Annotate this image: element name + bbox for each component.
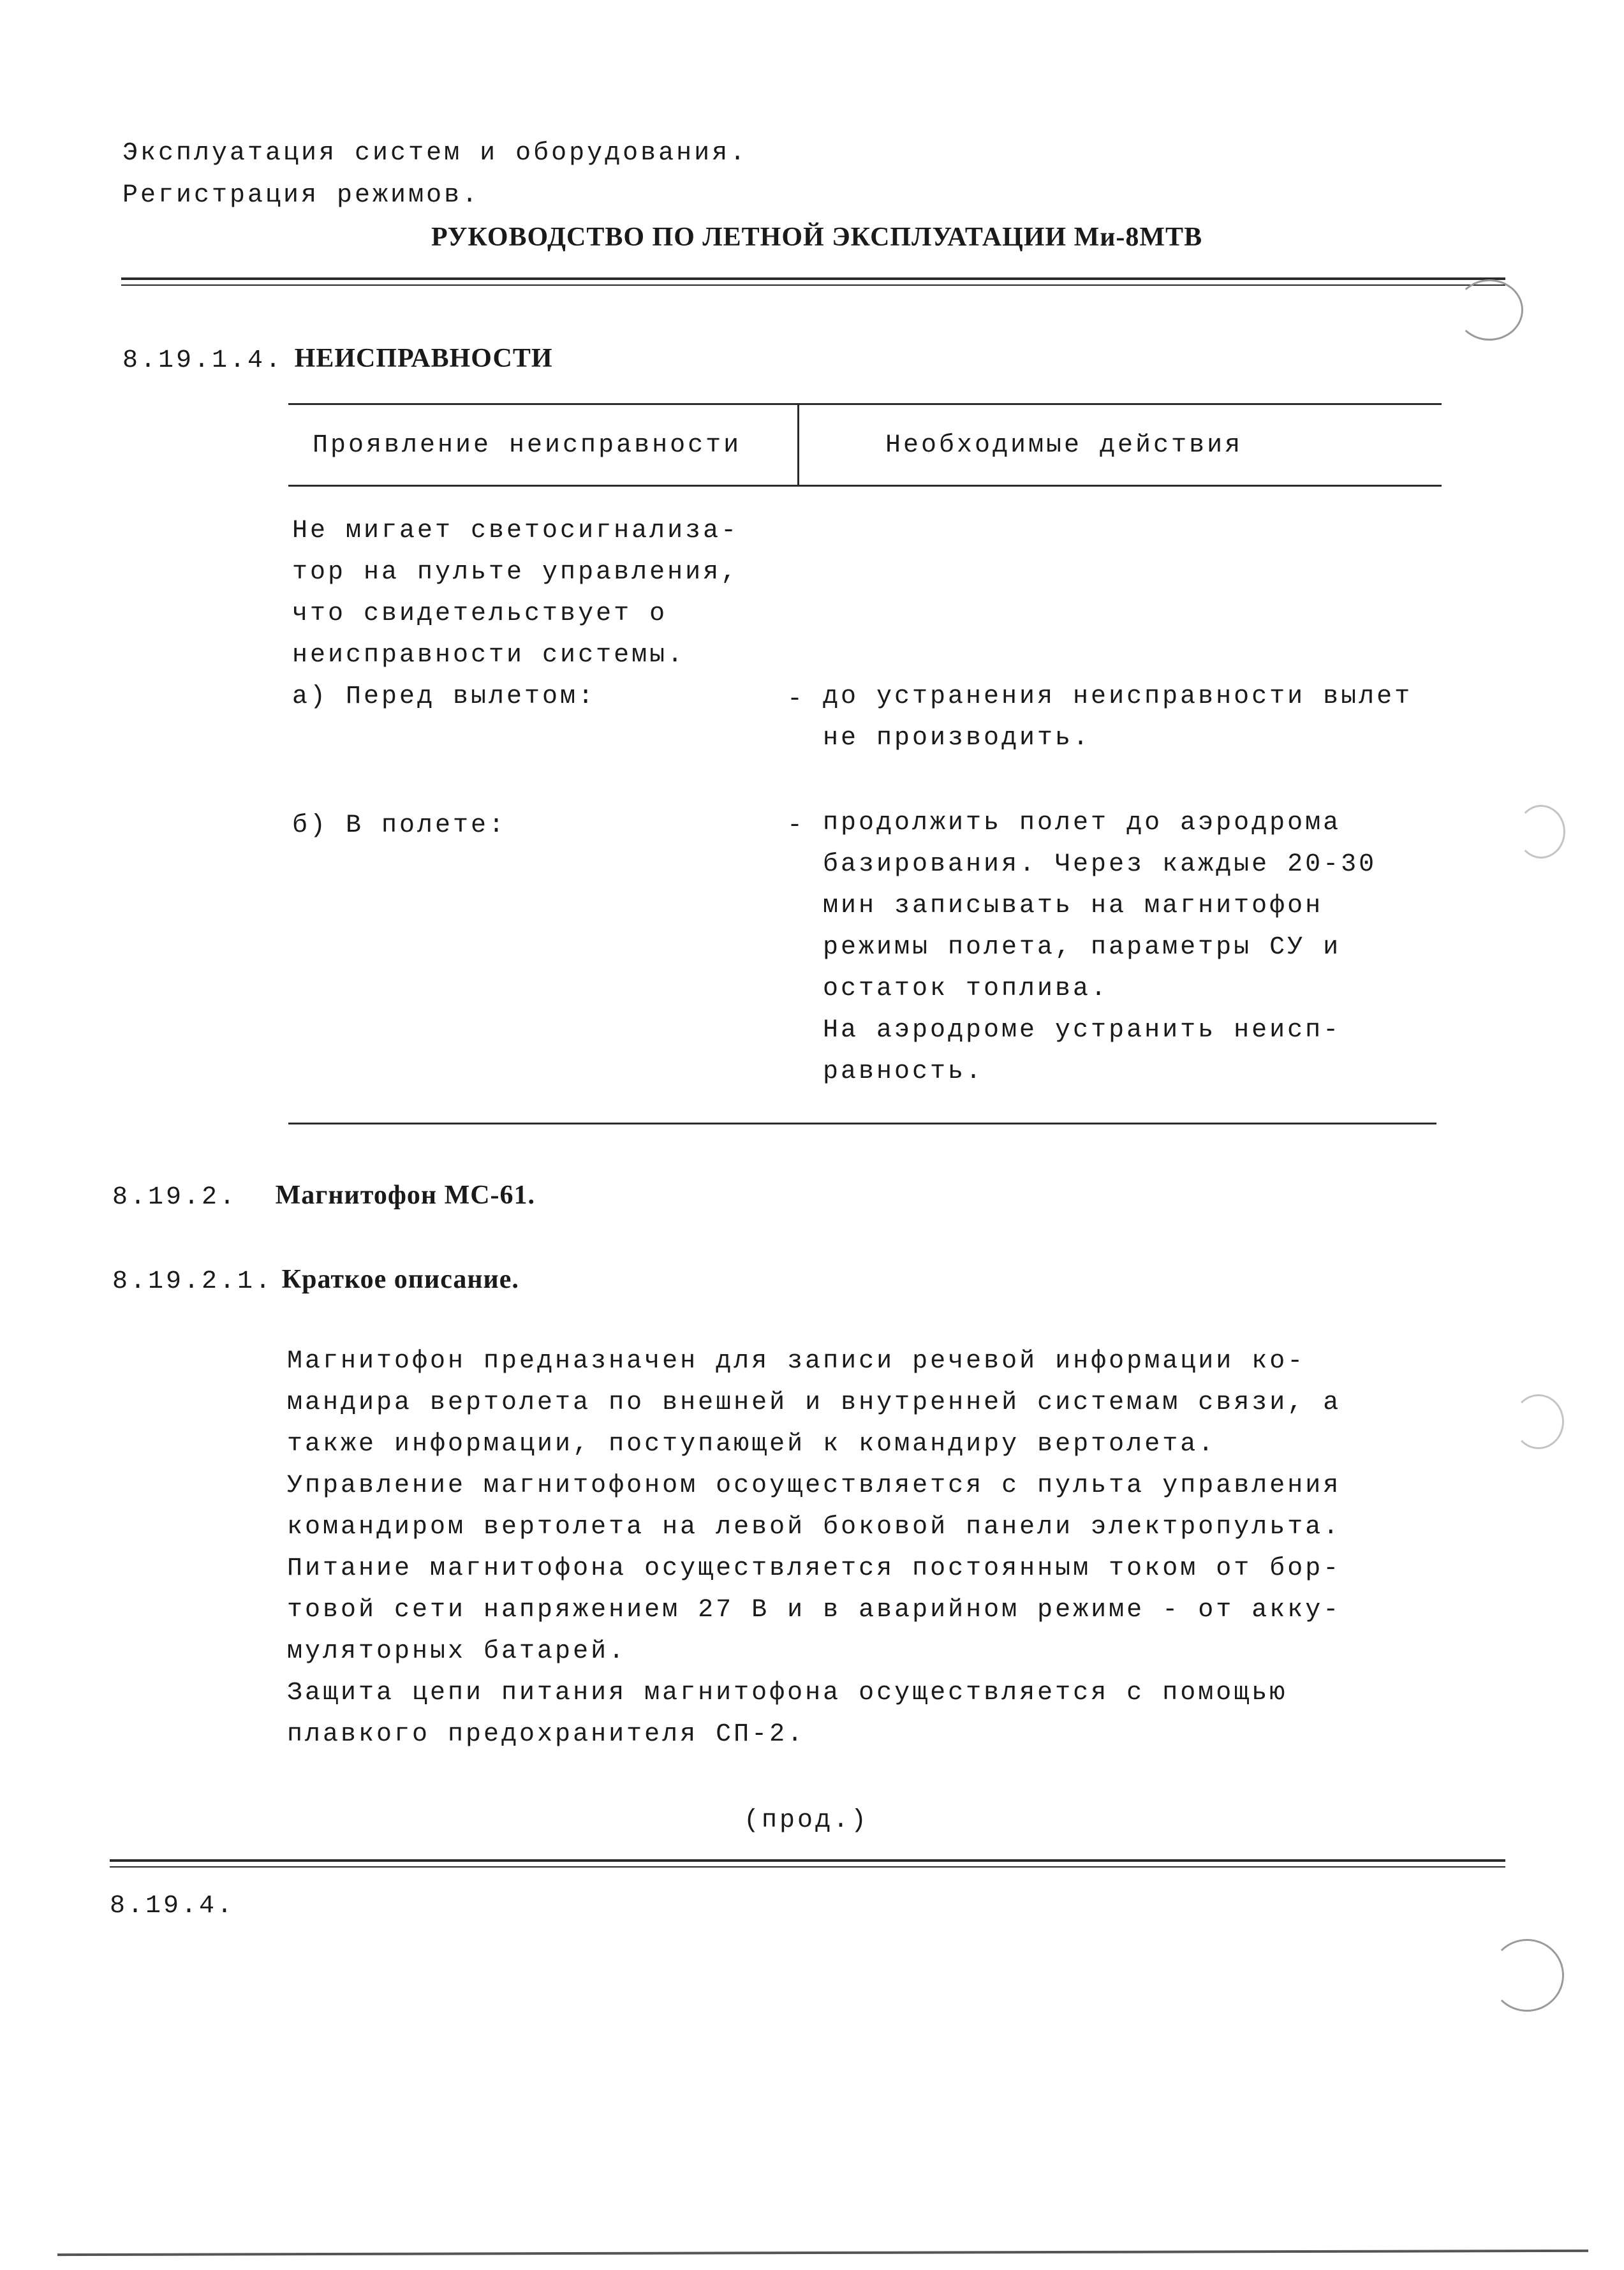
table-col1-header: Проявление неисправности — [313, 431, 742, 460]
action-line: продолжить полет до аэродрома — [823, 809, 1341, 837]
brief-title: Краткое описание. — [281, 1265, 519, 1294]
paragraph-line: Управление магнитофоном осоуществляется с пульта управления — [287, 1471, 1341, 1500]
action-line: базирования. Через каждые 20-30 — [823, 850, 1377, 879]
case-a-label: а) Перед вылетом: — [292, 682, 596, 711]
recorder-number: 8.19.2. — [112, 1183, 238, 1212]
paragraph-line: командиром вертолета на левой боковой панели электропульта. — [287, 1513, 1341, 1542]
action-line: На аэродроме устранить неисп- — [823, 1016, 1341, 1045]
paragraph-line: Питание магнитофона осуществляется постоянным током от бор- — [287, 1554, 1341, 1583]
case-b-dash: - — [787, 811, 806, 840]
page-number: 8.19.4. — [110, 1892, 235, 1920]
action-line: до устранения неисправности вылет — [823, 682, 1413, 711]
table-header-rule — [288, 485, 1442, 487]
faults-heading — [122, 343, 553, 375]
punch-hole — [1490, 1939, 1564, 2012]
punch-hole — [1513, 1394, 1564, 1449]
header-rule-top — [121, 277, 1505, 280]
header-rule-bottom — [121, 284, 1505, 286]
table-col2-header: Необходимые действия — [885, 431, 1243, 460]
paragraph-line: также информации, поступающей к командиру вертолета. — [287, 1430, 1216, 1459]
paragraph-line: плавкого предохранителя СП-2. — [287, 1720, 806, 1749]
recorder-title: Магнитофон МС-61. — [275, 1181, 536, 1210]
manual-title: РУКОВОДСТВО ПО ЛЕТНОЙ ЭКСПЛУАТАЦИИ Ми-8МТВ — [431, 223, 1203, 252]
action-line: равность. — [823, 1058, 984, 1086]
scan-edge — [57, 2250, 1588, 2256]
action-line: мин записывать на магнитофон — [823, 892, 1324, 920]
paragraph-line: муляторных батарей. — [287, 1637, 627, 1666]
table-symptom — [292, 510, 739, 718]
table-header-divider — [797, 403, 799, 485]
paragraph-line: товой сети напряжением 27 В и в аварийном режиме - от акку- — [287, 1596, 1341, 1625]
case-a-dash: - — [787, 685, 806, 714]
brief-number: 8.19.2.1. — [112, 1267, 274, 1296]
symptom-line: Не мигает светосигнализа- — [292, 517, 739, 545]
paragraph-line: Защита цепи питания магнитофона осуществляется с помощью — [287, 1679, 1288, 1707]
case-a-action — [823, 676, 1412, 759]
footer-rule-top — [110, 1859, 1505, 1862]
punch-hole — [1517, 805, 1565, 859]
brief-paragraph — [287, 1341, 1341, 1755]
action-line: режимы полета, параметры СУ и — [823, 933, 1341, 962]
action-line: остаток топлива. — [823, 975, 1109, 1003]
continued-marker: (прод.) — [744, 1806, 869, 1835]
case-b-action — [823, 802, 1422, 1093]
header-line-1: Эксплуатация систем и оборудования. — [122, 139, 748, 168]
footer-rule-bottom — [110, 1866, 1505, 1868]
table-top-rule — [288, 403, 1442, 405]
faults-title: НЕИСПРАВНОСТИ — [294, 344, 553, 373]
brief-heading — [112, 1264, 519, 1296]
case-b-label: б) В полете: — [292, 811, 507, 840]
symptom-line: неисправности системы. — [292, 641, 686, 670]
action-line: не производить. — [823, 724, 1091, 753]
recorder-heading — [112, 1180, 535, 1212]
paragraph-line: Магнитофон предназначен для записи речевой информации ко- — [287, 1347, 1306, 1376]
paragraph-line: мандира вертолета по внешней и внутренней системам связи, а — [287, 1389, 1341, 1417]
table-bottom-rule — [288, 1123, 1436, 1124]
header-line-2: Регистрация режимов. — [122, 181, 480, 210]
faults-number: 8.19.1.4. — [122, 346, 284, 375]
symptom-line: что свидетельствует о — [292, 600, 668, 628]
symptom-line: тор на пульте управления, — [292, 558, 739, 587]
punch-hole — [1456, 279, 1523, 341]
